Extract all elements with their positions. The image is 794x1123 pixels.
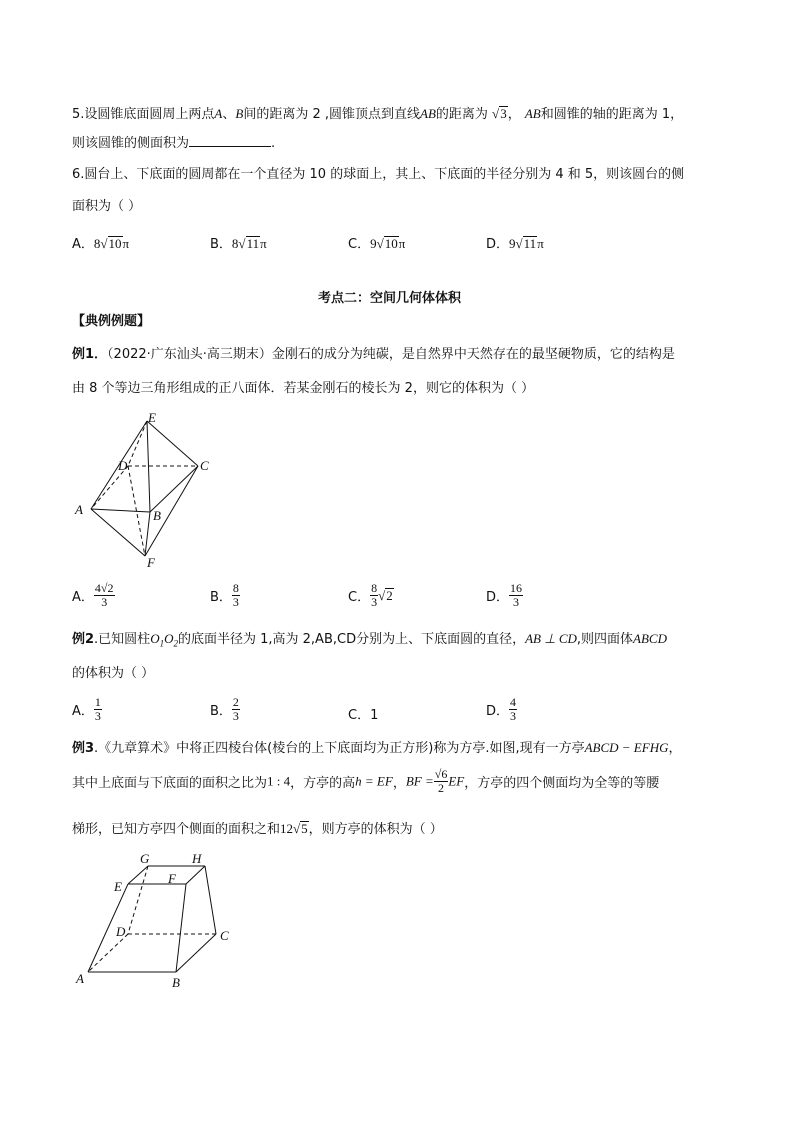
- frustum-figure: [70, 850, 240, 992]
- section-title: 考点二：空间几何体体积: [318, 291, 462, 306]
- label-c: C: [220, 928, 229, 943]
- label-b: B: [153, 508, 161, 523]
- ex1-line1: 例1．（2022·广东汕头·高三期末）金刚石的成分为纯碳，是自然界中天然存在的最坚硬物质，它的结构是: [72, 347, 675, 362]
- edge-ab: [91, 509, 150, 512]
- label-c: C: [200, 458, 209, 473]
- ex3-line2: 其中上底面与下底面的面积之比为1 : 4，方亭的高h = EF，BF = $\frac{√6}{2}$ EF，方亭的四个侧面均为全等的等腰: [72, 767, 660, 795]
- q6-option-b: B．8√11π: [210, 236, 267, 252]
- ex1-option-d: D． $\frac{16}{3}$: [486, 581, 523, 609]
- q5-line2: 则该圆锥的侧面积为 .: [72, 136, 276, 151]
- ex2-option-b: B． $\frac{2}{3}$: [210, 695, 239, 723]
- label-e: E: [114, 879, 122, 894]
- label-f: F: [147, 555, 155, 570]
- label-g: G: [140, 851, 150, 866]
- q6-line1: 6.圆台上、下底面的圆周都在一个直径为 10 的球面上，其上、下底面的半径分别为 4 和 5，则该圆台的侧: [72, 167, 685, 182]
- label-d: D: [116, 924, 126, 939]
- label-f: F: [168, 871, 176, 886]
- ex2-option-d: D． $\frac{4}{3}$: [486, 695, 517, 723]
- label-e: E: [148, 410, 156, 425]
- edge-fb: [176, 884, 186, 972]
- label-h: H: [192, 851, 202, 866]
- octahedron-figure: [70, 408, 220, 572]
- ex1-option-b: B． $\frac{8}{3}$: [210, 581, 239, 609]
- edge-hc: [205, 866, 216, 934]
- q6-option-d: D．9√11π: [486, 236, 544, 252]
- edge-ed: [128, 421, 147, 466]
- edge-ec: [147, 421, 198, 466]
- label-a: A: [75, 502, 83, 517]
- edge-bc: [176, 934, 216, 972]
- ex1-option-c: C． $\frac{8}{3}$ √2: [348, 581, 393, 609]
- label-d: D: [118, 458, 128, 473]
- q6-option-c: C．9√10π: [348, 236, 406, 252]
- ex2-option-c: C．1: [348, 708, 379, 723]
- ex1-option-a: A． $\frac{4√2}{3}$: [72, 581, 114, 609]
- label-b: B: [172, 975, 180, 990]
- ex3-line3: 梯形，已知方亭四个侧面的面积之和12√5，则方亭的体积为（ ）: [72, 821, 443, 837]
- answer-blank: [189, 134, 271, 147]
- ex2-line1: 例2.已知圆柱$O_1O_2$的底面半径为 1,高为 2,AB,CD分别为上、下底面圆的直径，AB ⊥ CD,则四面体ABCD: [72, 631, 667, 649]
- edge-hf: [186, 866, 205, 884]
- label-a: A: [76, 971, 84, 986]
- q6-option-a: A．8√10π: [72, 236, 130, 252]
- q6-line2: 面积为（ ）: [72, 199, 142, 214]
- ex3-line1: 例3.《九章算术》中将正四棱台体(棱台的上下底面均为正方形)称为方亭.如图,现有一方亭ABCD − EFHG，: [72, 740, 682, 756]
- edge-gd: [128, 866, 148, 934]
- edge-da: [88, 934, 128, 972]
- ex2-line2: 的体积为（ ）: [72, 666, 155, 681]
- edge-af: [91, 509, 145, 556]
- q5-line1: 5.设圆锥底面圆周上两点A、B间的距离为 2 ,圆锥顶点到直线AB的距离为 √3， AB和圆锥的轴的距离为 1，: [72, 106, 684, 122]
- ex1-line2: 由 8 个等边三角形组成的正八面体．若某金刚石的棱长为 2，则它的体积为（ ）: [72, 381, 535, 396]
- edge-bc: [150, 466, 198, 512]
- example-heading: 【典例例题】: [72, 314, 151, 329]
- ex2-option-a: A． $\frac{1}{3}$: [72, 695, 101, 723]
